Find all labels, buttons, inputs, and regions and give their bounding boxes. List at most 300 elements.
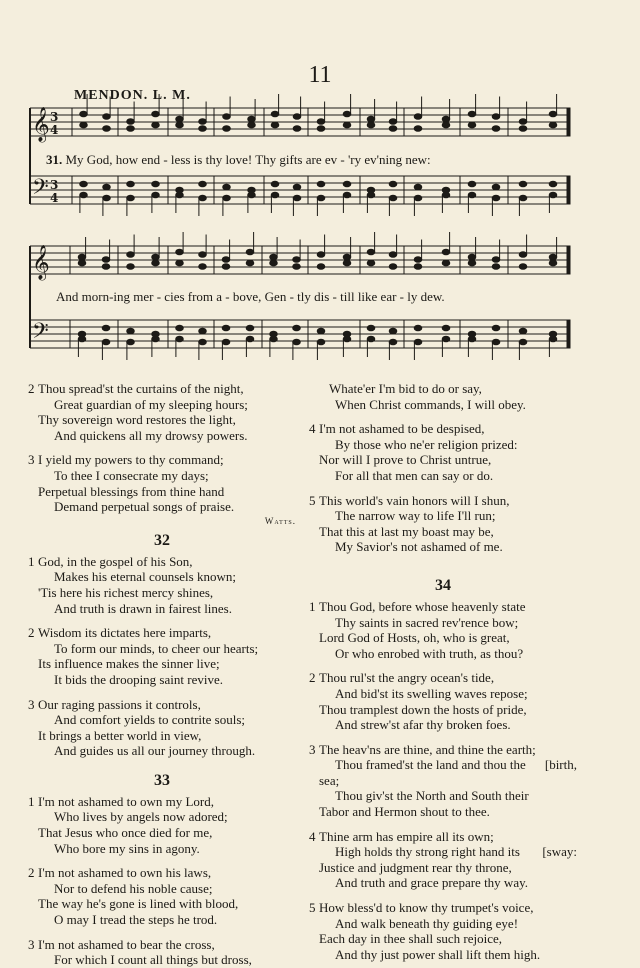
verse-line	[309, 916, 577, 932]
note-head	[519, 328, 527, 334]
note-head	[127, 181, 135, 187]
verse-line	[28, 896, 296, 912]
note-head	[317, 339, 325, 345]
verse-number: 2	[28, 381, 35, 396]
verse-line-text: Nor will I prove to Christ untrue,	[319, 452, 492, 468]
note-head	[317, 264, 325, 270]
verse-line	[309, 508, 577, 524]
note-head	[80, 111, 88, 117]
left-column	[28, 381, 296, 968]
note-head	[78, 254, 86, 260]
note-head	[317, 195, 325, 201]
note-head	[176, 122, 184, 128]
note-head	[293, 257, 301, 263]
verse-line	[28, 569, 296, 585]
note-head	[271, 181, 279, 187]
verse-gap	[309, 555, 577, 564]
note-head	[519, 126, 527, 132]
verse-number: 2	[28, 865, 35, 881]
hymn-number-34: 34	[435, 576, 451, 594]
verse-line-text: And truth is drawn in fairest lines.	[54, 600, 232, 616]
verse-number: 2	[28, 625, 35, 641]
verse-gap	[309, 412, 577, 421]
verse-line-text: And truth and grace prepare thy way.	[335, 875, 528, 891]
verse-line	[28, 794, 296, 810]
verse-line-text: By those who ne'er religion prized:	[335, 436, 518, 452]
note-head	[223, 126, 231, 132]
note-head	[270, 336, 278, 342]
verse-line	[309, 829, 577, 845]
note-head	[492, 184, 500, 190]
verse-line-text: Thou God, before whose heavenly state	[319, 598, 526, 614]
verse-line	[28, 468, 296, 484]
verse-line	[309, 397, 577, 413]
note-head	[223, 195, 231, 201]
note-head	[248, 122, 256, 128]
note-head	[80, 181, 88, 187]
note-head	[367, 122, 375, 128]
verse-line-text: Demand perpetual songs of praise.	[54, 499, 235, 515]
note-head	[80, 122, 88, 128]
verse-line-text: Great guardian of my sleeping hours;	[54, 396, 248, 412]
verse-number: 3	[28, 696, 35, 712]
note-head	[343, 192, 351, 198]
verse-line	[309, 524, 577, 540]
note-head	[127, 328, 135, 334]
verse-line-text: It bids the drooping saint revive.	[54, 671, 223, 687]
note-head	[519, 264, 527, 270]
verse-gap	[309, 733, 577, 742]
verse-line-text: That this at last my boast may be,	[319, 523, 494, 539]
verse-line-text: O may I tread the steps he trod.	[54, 912, 218, 928]
verse-line-text: And walk beneath thy guiding eye!	[335, 915, 519, 931]
verse-line-text: Thou spread'st the curtains of the night,	[38, 381, 244, 396]
verse-line-text: Perpetual blessings from thine hand	[38, 483, 225, 499]
verse-gap	[28, 616, 296, 625]
note-head	[317, 119, 325, 125]
note-head	[176, 260, 184, 266]
note-head	[152, 111, 160, 117]
verse-line-text: For which I count all things but dross,	[54, 952, 252, 968]
verse-line-text: And bid'st its swelling waves repose;	[335, 685, 528, 701]
verse-number: 1	[28, 793, 35, 809]
note-head	[389, 339, 397, 345]
verse-number: 3	[28, 936, 35, 952]
verse-line	[28, 625, 296, 641]
note-head	[248, 192, 256, 198]
note-head	[492, 126, 500, 132]
verse-line-text: Whate'er I'm bid to do or say,	[329, 381, 482, 396]
verse-number: 2	[309, 670, 316, 686]
note-head	[152, 254, 160, 260]
verse-line-text: Thou rul'st the angry ocean's tide,	[319, 670, 495, 686]
verse-line-text: Nor to defend his noble cause;	[54, 880, 213, 896]
note-head	[468, 192, 476, 198]
verse-line-text: Tabor and Hermon shout to thee.	[319, 804, 490, 820]
note-head	[343, 181, 351, 187]
note-head	[199, 264, 207, 270]
note-head	[152, 336, 160, 342]
bass-clef: 𝄢	[32, 175, 49, 205]
note-head	[367, 116, 375, 122]
verse-line	[309, 804, 577, 820]
verse-line-text: Our raging passions it controls,	[38, 696, 201, 712]
note-head	[442, 249, 450, 255]
note-head	[102, 264, 110, 270]
note-head	[367, 192, 375, 198]
note-head	[293, 325, 301, 331]
verse-gap	[28, 928, 296, 937]
verse-line-text: To thee I consecrate my days;	[54, 467, 209, 483]
time-signature-top: 3	[50, 178, 59, 192]
note-head	[223, 114, 231, 120]
note-head	[468, 181, 476, 187]
verse-number: 1	[309, 598, 316, 614]
verse-line	[309, 860, 577, 876]
verse-line-text: Justice and judgment rear thy throne,	[319, 859, 512, 875]
note-head	[176, 336, 184, 342]
note-head	[103, 126, 111, 132]
note-head	[127, 252, 135, 258]
verse-gap	[28, 856, 296, 865]
verse-line	[309, 493, 577, 509]
verse-gap	[309, 891, 577, 900]
note-head	[246, 249, 254, 255]
note-head	[343, 122, 351, 128]
verse-gap	[28, 759, 296, 768]
note-head	[442, 325, 450, 331]
note-head	[468, 336, 476, 342]
note-head	[222, 325, 230, 331]
note-head	[343, 254, 351, 260]
time-signature-bottom: 4	[50, 191, 59, 205]
verse-number: 3	[309, 741, 316, 757]
verse-number: 31.	[46, 152, 63, 167]
verse-line-text: Lord God of Hosts, oh, who is great,	[319, 630, 510, 646]
note-head	[176, 192, 184, 198]
note-head	[492, 325, 500, 331]
note-head	[492, 114, 500, 120]
note-head	[519, 252, 527, 258]
music-score	[0, 0, 640, 370]
verse-line	[309, 757, 577, 773]
note-head	[549, 260, 557, 266]
verse-line	[28, 554, 296, 570]
note-head	[414, 257, 422, 263]
note-head	[343, 336, 351, 342]
verse-line-text: This world's vain honors will I shun,	[319, 492, 510, 508]
note-head	[246, 260, 254, 266]
tune-title: MENDON. L. M.	[74, 88, 191, 103]
verse-line	[309, 717, 577, 733]
note-head	[222, 257, 230, 263]
note-head	[271, 122, 279, 128]
note-head	[152, 192, 160, 198]
verse-line	[28, 912, 296, 928]
verse-gap	[309, 564, 577, 573]
note-head	[317, 252, 325, 258]
verse-line	[309, 742, 577, 758]
note-head	[492, 257, 500, 263]
verse-line	[309, 630, 577, 646]
verse-line-text: Wisdom its dictates here imparts,	[38, 625, 212, 641]
note-head	[549, 181, 557, 187]
verse-line	[28, 672, 296, 688]
verse-line-text: Thou tramplest down the hosts of pride,	[319, 701, 527, 717]
note-head	[468, 111, 476, 117]
note-head	[519, 339, 527, 345]
verse-line	[28, 937, 296, 953]
note-head	[492, 264, 500, 270]
time-signature-top: 3	[50, 110, 59, 124]
verse-line	[309, 468, 577, 484]
note-head	[293, 114, 301, 120]
verse-line-text: Thou giv'st the North and South their	[335, 788, 529, 804]
note-head	[468, 254, 476, 260]
final-bar	[567, 176, 570, 204]
note-head	[389, 126, 397, 132]
bass-clef: 𝄢	[32, 319, 49, 349]
verse-gap	[309, 820, 577, 829]
note-head	[317, 181, 325, 187]
note-head	[176, 116, 184, 122]
note-head	[246, 325, 254, 331]
note-head	[389, 195, 397, 201]
note-head	[270, 260, 278, 266]
verse-line-text: When Christ commands, I will obey.	[335, 396, 526, 412]
verse-number: 4	[309, 421, 316, 437]
verse-line	[28, 952, 296, 968]
verse-line	[309, 844, 577, 860]
note-head	[222, 264, 230, 270]
verse-line-text: And comfort yields to contrite souls;	[54, 712, 246, 728]
verse-line	[28, 428, 296, 444]
note-head	[317, 126, 325, 132]
verse-line	[28, 865, 296, 881]
verse-line-text: That Jesus who once died for me,	[38, 825, 213, 841]
verse-number: 5	[309, 492, 316, 508]
verse-line-text: Makes his eternal counsels known;	[54, 569, 236, 585]
note-head	[414, 126, 422, 132]
verse-line	[28, 743, 296, 759]
verse-line-text: The narrow way to life I'll run;	[335, 508, 496, 524]
verse-line-text: It brings a better world in view,	[38, 727, 202, 743]
verse-gap	[309, 484, 577, 493]
note-head	[549, 111, 557, 117]
verse-line	[309, 788, 577, 804]
note-head	[246, 336, 254, 342]
final-bar	[567, 320, 570, 348]
lyrics-text-1: My God, how end - less is thy love! Thy gifts are ev - 'ry ev'ning new:	[65, 152, 431, 167]
note-head	[367, 260, 375, 266]
verse-line-text: For all that men can say or do.	[335, 467, 494, 483]
verse-line	[309, 702, 577, 718]
note-head	[127, 195, 135, 201]
note-head	[127, 126, 135, 132]
note-head	[442, 122, 450, 128]
verse-line-text: Who lives by angels now adored;	[54, 809, 228, 825]
verse-line	[28, 825, 296, 841]
verse-line-text: 'Tis here his richest mercy shines,	[38, 584, 214, 600]
verse-line-text: I'm not ashamed to own my Lord,	[38, 793, 215, 809]
note-head	[270, 254, 278, 260]
verse-line-text: I'm not ashamed to bear the cross,	[38, 936, 215, 952]
hymn-number-32: 32	[154, 531, 170, 549]
verse-line	[28, 697, 296, 713]
note-head	[102, 339, 110, 345]
note-head	[414, 264, 422, 270]
verse-line	[28, 381, 296, 397]
verse-line	[28, 484, 296, 500]
verse-line-text: To form our minds, to cheer our hearts;	[54, 640, 259, 656]
note-head	[293, 339, 301, 345]
verse-line-text: I'm not ashamed to own his laws,	[38, 865, 212, 881]
note-head	[271, 111, 279, 117]
note-head	[442, 336, 450, 342]
verse-line	[28, 656, 296, 672]
note-head	[293, 264, 301, 270]
note-head	[389, 119, 397, 125]
note-head	[176, 325, 184, 331]
verse-line-text: The way he's gone is lined with blood,	[38, 896, 239, 912]
final-bar	[567, 246, 570, 274]
verse-line-text: Its influence makes the sinner live;	[38, 656, 220, 672]
note-head	[248, 116, 256, 122]
verse-line	[309, 947, 577, 963]
turnover-text: [sway:	[542, 844, 577, 860]
verse-number: 5	[309, 900, 316, 916]
verse-line-text: And strew'st afar thy broken foes.	[335, 717, 511, 733]
note-head	[222, 339, 230, 345]
verse-line	[309, 686, 577, 702]
verse-line	[28, 712, 296, 728]
note-head	[152, 122, 160, 128]
hymn-author: Watts.	[264, 515, 296, 526]
verse-line	[28, 641, 296, 657]
note-head	[414, 195, 422, 201]
verse-line	[309, 900, 577, 916]
note-head	[102, 325, 110, 331]
note-head	[492, 339, 500, 345]
note-head	[389, 252, 397, 258]
verse-line	[28, 412, 296, 428]
verse-line-text: Thou framed'st the land and thou the	[335, 757, 526, 773]
turnover-text: [birth,	[544, 757, 577, 773]
verse-line	[28, 499, 296, 515]
verse-line-text: sea;	[319, 772, 340, 788]
note-head	[468, 122, 476, 128]
note-head	[343, 111, 351, 117]
verse-line-text: And guides us all our journey through.	[54, 743, 256, 759]
lyrics-line-1	[46, 152, 431, 168]
verse-line	[309, 599, 577, 615]
note-head	[519, 181, 527, 187]
verse-line-text: And thy just power shall lift them high.	[335, 946, 541, 962]
verse-line	[28, 452, 296, 468]
verse-line	[28, 585, 296, 601]
verse-line-text: God, in the gospel of his Son,	[38, 553, 193, 569]
verse-line	[309, 421, 577, 437]
note-head	[414, 114, 422, 120]
note-head	[78, 336, 86, 342]
note-head	[152, 181, 160, 187]
note-head	[549, 192, 557, 198]
verse-line	[309, 875, 577, 891]
note-head	[293, 184, 301, 190]
note-head	[442, 192, 450, 198]
note-head	[549, 254, 557, 260]
verse-line-text: How bless'd to know thy trumpet's voice,	[319, 900, 534, 916]
note-head	[78, 260, 86, 266]
final-bar	[567, 108, 570, 136]
note-head	[442, 260, 450, 266]
lyrics-line-2: And morn-ing mer - cies from a - bove, Gen - tly dis - till like ear - ly dew.	[56, 289, 445, 304]
note-head	[80, 192, 88, 198]
verse-line	[309, 437, 577, 453]
verse-line-text: Each day in thee shall such rejoice,	[319, 931, 503, 947]
verse-line	[309, 670, 577, 686]
verse-number: 4	[309, 828, 316, 844]
verse-line-text: Thy saints in sacred rev'rence bow;	[335, 614, 519, 630]
note-head	[442, 116, 450, 122]
note-head	[468, 260, 476, 266]
verse-line-text: I yield my powers to thy command;	[38, 452, 224, 468]
note-head	[343, 260, 351, 266]
note-head	[389, 181, 397, 187]
verse-line-text: High holds thy strong right hand its	[335, 844, 520, 860]
note-head	[199, 328, 207, 334]
verse-line	[309, 539, 577, 555]
verse-line	[28, 397, 296, 413]
note-head	[414, 184, 422, 190]
note-head	[293, 195, 301, 201]
note-head	[199, 181, 207, 187]
note-head	[223, 184, 231, 190]
verse-line	[309, 381, 577, 397]
verse-line-text: Who bore my sins in agony.	[54, 840, 200, 856]
note-head	[103, 114, 111, 120]
verse-line-text: My Savior's not ashamed of me.	[335, 539, 503, 555]
note-head	[367, 249, 375, 255]
note-head	[293, 126, 301, 132]
note-head	[271, 192, 279, 198]
verse-line-text: The heav'ns are thine, and thine the earth;	[319, 741, 536, 757]
verse-line	[309, 615, 577, 631]
verse-gap	[28, 688, 296, 697]
note-head	[199, 339, 207, 345]
verse-line	[28, 809, 296, 825]
note-head	[317, 328, 325, 334]
note-head	[152, 260, 160, 266]
note-head	[199, 119, 207, 125]
note-head	[367, 325, 375, 331]
note-head	[492, 195, 500, 201]
verse-gap	[309, 661, 577, 670]
verse-number: 3	[28, 452, 35, 468]
note-head	[103, 184, 111, 190]
time-signature-bottom: 4	[50, 123, 59, 137]
verse-line-text: Thine arm has empire all its own;	[319, 828, 494, 844]
hymn-number-33: 33	[154, 771, 170, 789]
note-head	[102, 257, 110, 263]
note-head	[389, 328, 397, 334]
note-head	[199, 195, 207, 201]
verse-line	[309, 931, 577, 947]
right-column	[309, 381, 577, 962]
note-head	[367, 336, 375, 342]
verse-number: 1	[28, 553, 35, 569]
verse-line	[28, 728, 296, 744]
